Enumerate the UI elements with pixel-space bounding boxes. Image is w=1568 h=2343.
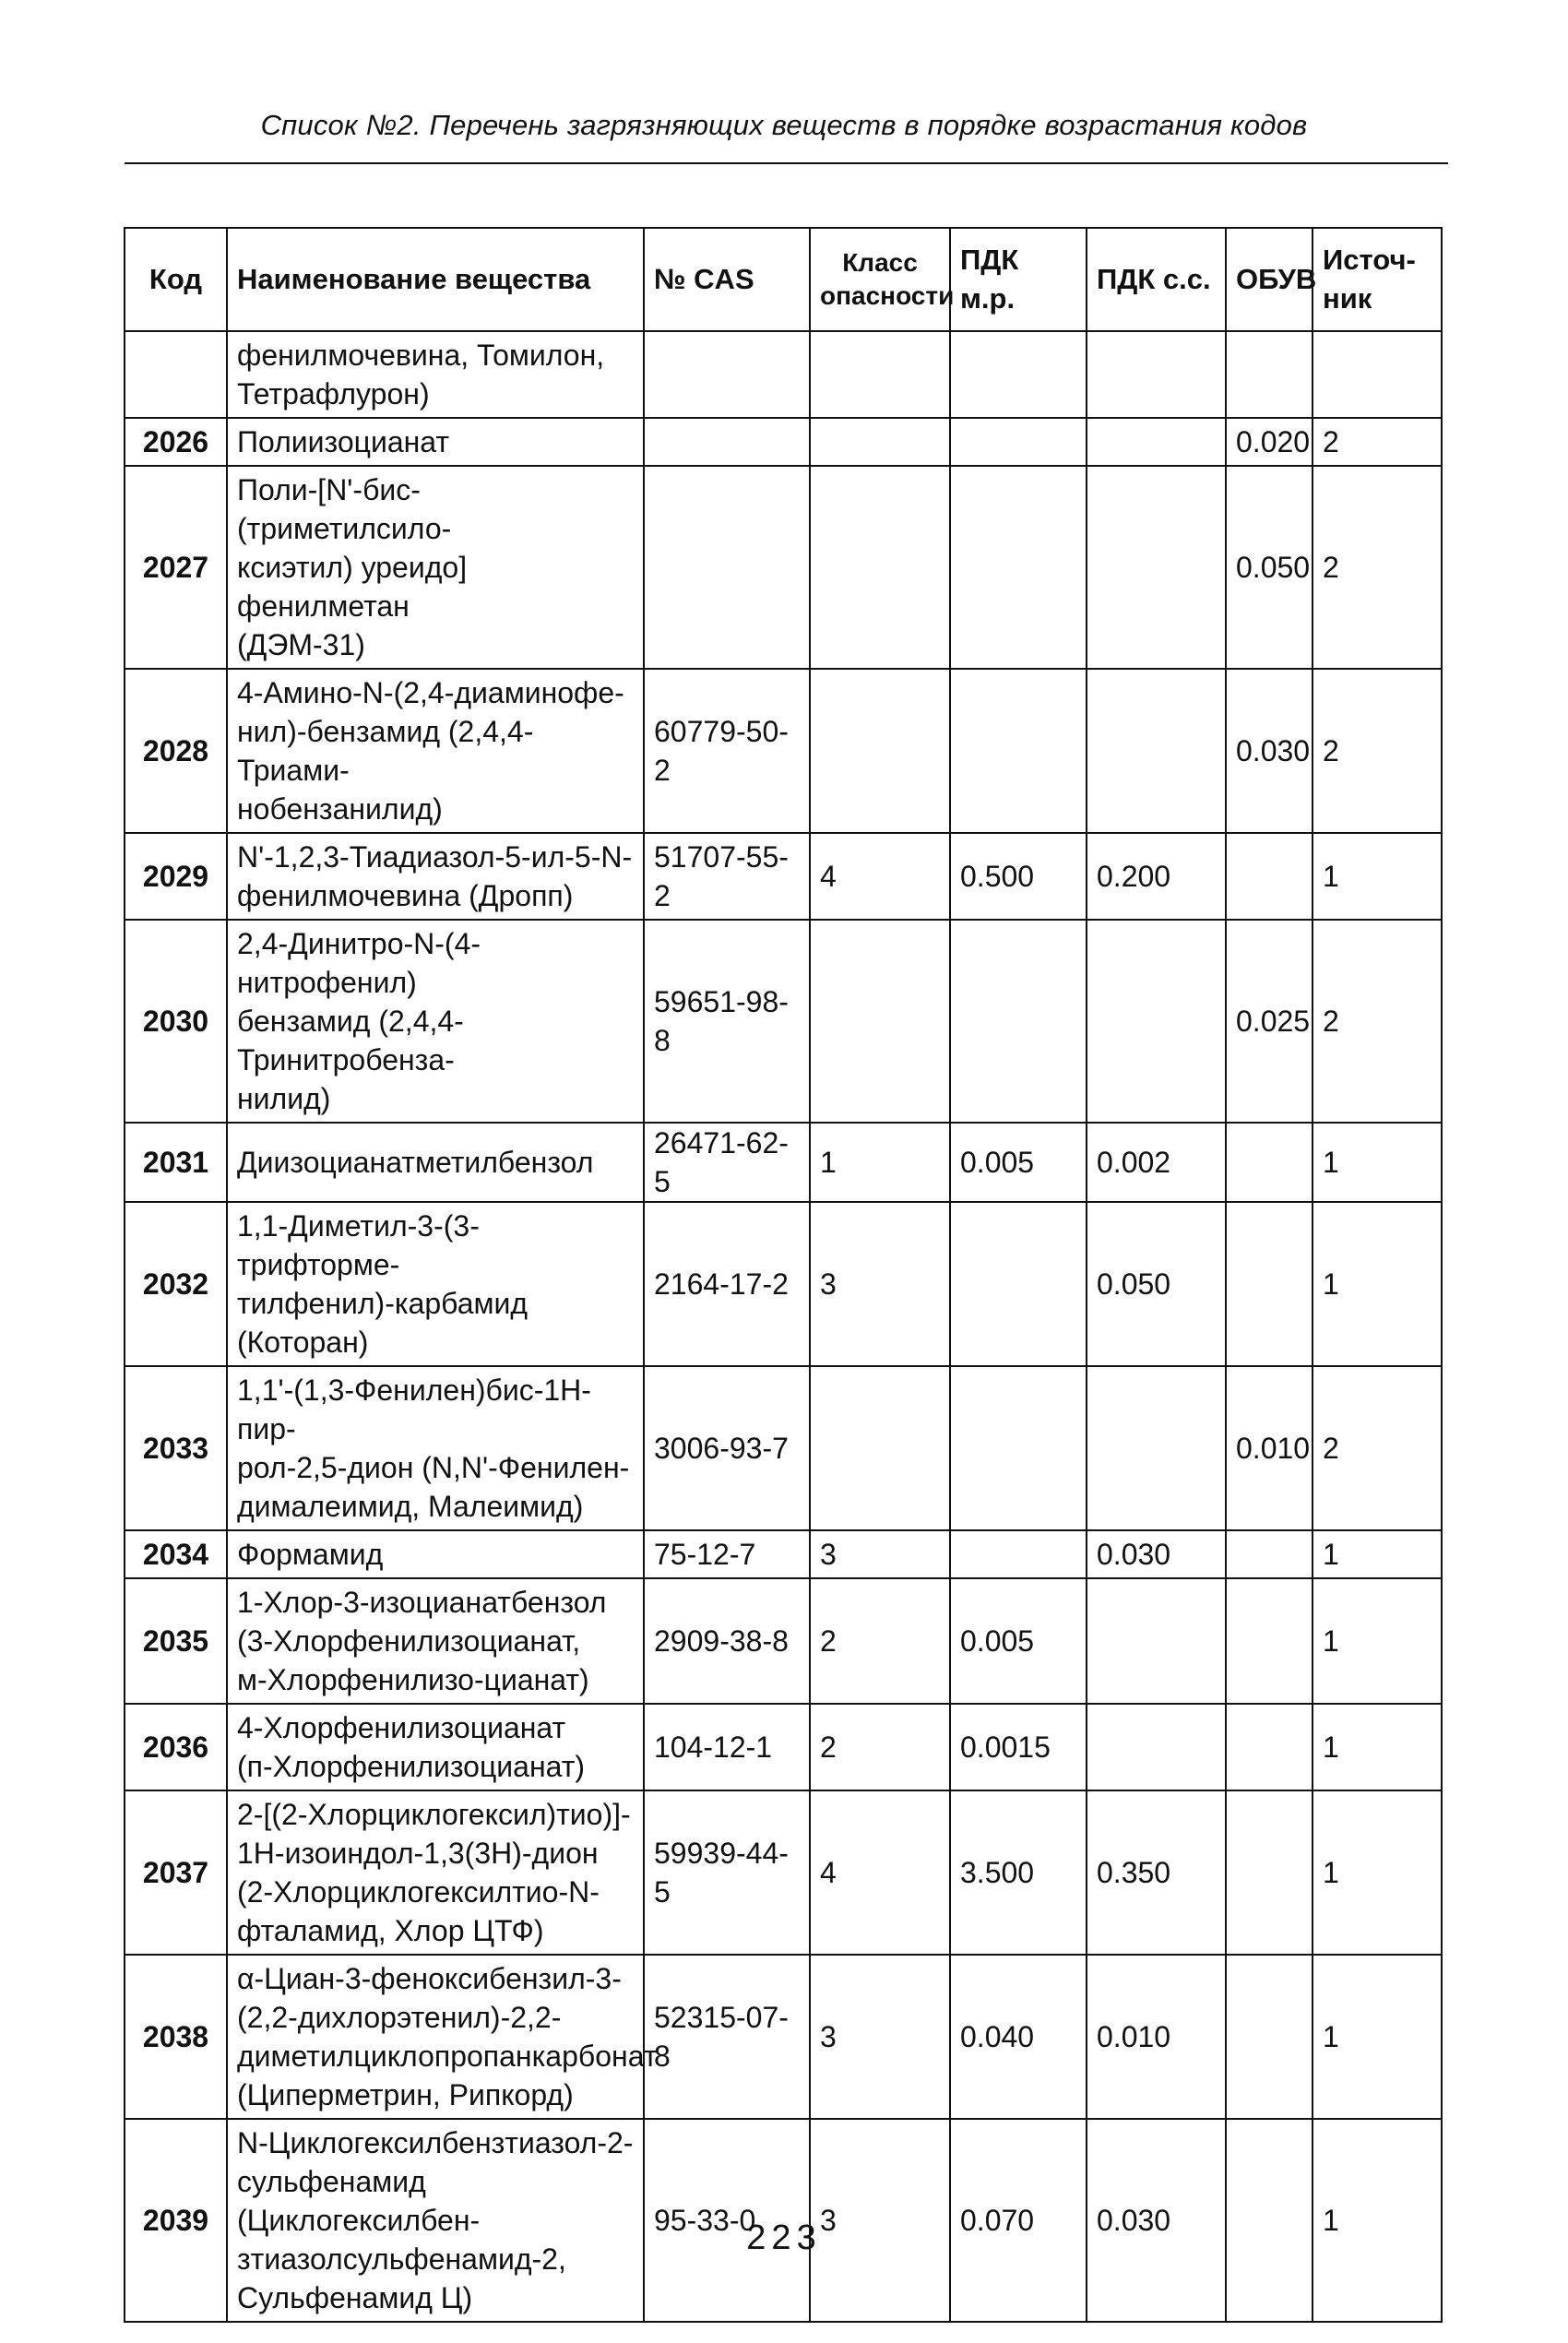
col-header-name: Наименование вещества xyxy=(227,228,644,331)
cell-code: 2031 xyxy=(125,1123,227,1202)
cell-name-line: нил)-бензамид (2,4,4-Триами- xyxy=(237,715,534,787)
cell-code: 2039 xyxy=(125,2119,227,2322)
cell-pdk-ss: 0.010 xyxy=(1087,1955,1226,2119)
cell-name xyxy=(227,466,644,669)
cell-pdk-ss xyxy=(1087,418,1226,466)
cell-name-line: 1,1-Диметил-3-(3-трифторме- xyxy=(237,1209,480,1281)
table-row xyxy=(125,331,1442,418)
cell-pdk-ss: 0.002 xyxy=(1087,1123,1226,1202)
cell-name xyxy=(227,331,644,418)
cell-source: 2 xyxy=(1313,669,1442,833)
cell-hazard: 2 xyxy=(810,1704,950,1790)
page-number: 223 xyxy=(746,2218,822,2257)
cell-name-line: зтиазолсульфенамид-2, xyxy=(237,2242,566,2276)
cell-obuv: 0.020 xyxy=(1226,418,1313,466)
cell-source: 1 xyxy=(1313,1955,1442,2119)
cell-hazard xyxy=(810,669,950,833)
cell-source: 1 xyxy=(1313,833,1442,920)
cell-cas xyxy=(644,418,810,466)
cell-name xyxy=(227,920,644,1123)
table-row xyxy=(125,1202,1442,1366)
cell-pdk-mr xyxy=(950,1366,1087,1530)
cell-name-line: сульфенамид (Циклогексилбен- xyxy=(237,2165,481,2237)
cell-name xyxy=(227,669,644,833)
cell-pdk-ss: 0.030 xyxy=(1087,1530,1226,1578)
cell-code: 2036 xyxy=(125,1704,227,1790)
cell-obuv xyxy=(1226,1530,1313,1578)
cell-cas: 60779-50-2 xyxy=(644,669,810,833)
table-row xyxy=(125,1366,1442,1530)
cell-code: 2033 xyxy=(125,1366,227,1530)
cell-source xyxy=(1313,331,1442,418)
cell-pdk-ss xyxy=(1087,920,1226,1123)
cell-name-line: (п-Хлорфенилизоцианат) xyxy=(237,1750,586,1783)
cell-name-line: Поли-[N'-бис-(триметилсило- xyxy=(237,473,452,545)
table-row xyxy=(125,418,1442,466)
cell-hazard xyxy=(810,418,950,466)
cell-name-line: фталамид, Хлор ЦТФ) xyxy=(237,1914,544,1947)
cell-name-line: N-Циклогексилбензтиазол-2- xyxy=(237,2126,634,2159)
cell-source: 1 xyxy=(1313,1202,1442,1366)
table-row xyxy=(125,1578,1442,1704)
table-row xyxy=(125,1955,1442,2119)
cell-name-line: α-Циан-3-феноксибензил-3- xyxy=(237,1962,622,1995)
cell-cas xyxy=(644,331,810,418)
cell-hazard xyxy=(810,331,950,418)
cell-obuv: 0.030 xyxy=(1226,669,1313,833)
cell-pdk-ss xyxy=(1087,669,1226,833)
cell-name-line: фенилмочевина, Томилон, xyxy=(237,339,605,372)
cell-hazard xyxy=(810,1366,950,1530)
cell-pdk-mr xyxy=(950,1202,1087,1366)
cell-pdk-mr xyxy=(950,331,1087,418)
cell-obuv xyxy=(1226,1202,1313,1366)
cell-source: 1 xyxy=(1313,1530,1442,1578)
cell-pdk-ss xyxy=(1087,466,1226,669)
cell-source: 1 xyxy=(1313,1123,1442,1202)
col-header-obuv: ОБУВ xyxy=(1226,228,1313,331)
cell-cas: 51707-55-2 xyxy=(644,833,810,920)
cell-source: 2 xyxy=(1313,1366,1442,1530)
table-body xyxy=(125,331,1442,2322)
cell-code: 2029 xyxy=(125,833,227,920)
cell-pdk-ss xyxy=(1087,331,1226,418)
cell-code: 2028 xyxy=(125,669,227,833)
cell-pdk-mr: 0.500 xyxy=(950,833,1087,920)
cell-cas: 2909-38-8 xyxy=(644,1578,810,1704)
cell-pdk-mr xyxy=(950,466,1087,669)
cell-hazard: 3 xyxy=(810,1530,950,1578)
cell-code xyxy=(125,331,227,418)
cell-name-line: (2-Хлорциклогексилтио-N- xyxy=(237,1875,600,1909)
cell-hazard: 3 xyxy=(810,2119,950,2322)
cell-pdk-mr xyxy=(950,418,1087,466)
cell-hazard: 1 xyxy=(810,1123,950,1202)
col-header-pdk-ss: ПДК с.с. xyxy=(1087,228,1226,331)
col-header-cas: № CAS xyxy=(644,228,810,331)
col-header-code: Код xyxy=(125,228,227,331)
cell-name-line: 1,1'-(1,3-Фенилен)бис-1Н-пир- xyxy=(237,1374,591,1445)
table-row xyxy=(125,1123,1442,1202)
cell-name-line: тилфенил)-карбамид (Которан) xyxy=(237,1287,529,1359)
cell-source: 1 xyxy=(1313,1704,1442,1790)
cell-name-line: Сульфенамид Ц) xyxy=(237,2281,473,2314)
cell-source: 1 xyxy=(1313,2119,1442,2322)
cell-name-line: (2,2-дихлорэтенил)-2,2- xyxy=(237,2001,562,2034)
cell-cas: 2164-17-2 xyxy=(644,1202,810,1366)
table-row xyxy=(125,920,1442,1123)
cell-cas: 95-33-0 xyxy=(644,2119,810,2322)
cell-name-line: 2-[(2-Хлорциклогексил)тио)]- xyxy=(237,1798,631,1831)
cell-pdk-ss: 0.030 xyxy=(1087,2119,1226,2322)
cell-name-line: N'-1,2,3-Тиадиазол-5-ил-5-N- xyxy=(237,840,633,874)
table-row xyxy=(125,1530,1442,1578)
cell-name-line: м-Хлорфенилизо-цианат) xyxy=(237,1663,589,1696)
cell-cas: 104-12-1 xyxy=(644,1704,810,1790)
cell-source: 2 xyxy=(1313,418,1442,466)
cell-pdk-mr xyxy=(950,920,1087,1123)
cell-name xyxy=(227,1202,644,1366)
cell-cas: 59651-98-8 xyxy=(644,920,810,1123)
cell-code: 2030 xyxy=(125,920,227,1123)
table-row xyxy=(125,833,1442,920)
table-row xyxy=(125,466,1442,669)
cell-pdk-mr: 0.040 xyxy=(950,1955,1087,2119)
cell-pdk-ss: 0.200 xyxy=(1087,833,1226,920)
cell-pdk-ss: 0.050 xyxy=(1087,1202,1226,1366)
cell-name xyxy=(227,1578,644,1704)
cell-source: 1 xyxy=(1313,1578,1442,1704)
cell-name-line: Диизоцианатметилбензол xyxy=(237,1146,594,1179)
cell-hazard: 3 xyxy=(810,1955,950,2119)
cell-name-line: (ДЭМ-31) xyxy=(237,628,365,661)
col-header-source-line1: Источ- xyxy=(1323,244,1416,276)
cell-hazard xyxy=(810,920,950,1123)
cell-pdk-ss: 0.350 xyxy=(1087,1790,1226,1955)
cell-cas: 75-12-7 xyxy=(644,1530,810,1578)
cell-pdk-mr: 0.005 xyxy=(950,1578,1087,1704)
cell-obuv: 0.050 xyxy=(1226,466,1313,669)
cell-source: 1 xyxy=(1313,1790,1442,1955)
cell-name xyxy=(227,1790,644,1955)
cell-name-line: бензамид (2,4,4-Тринитробенза- xyxy=(237,1005,464,1076)
substances-table xyxy=(124,227,1443,2323)
cell-obuv xyxy=(1226,331,1313,418)
cell-name-line: 4-Амино-N-(2,4-диаминофе- xyxy=(237,676,624,709)
cell-name-line: ксиэтил) уреидо] фенилметан xyxy=(237,551,468,623)
cell-name-line: Формамид xyxy=(237,1538,384,1571)
cell-hazard: 4 xyxy=(810,833,950,920)
table-row xyxy=(125,669,1442,833)
cell-cas xyxy=(644,466,810,669)
cell-obuv xyxy=(1226,833,1313,920)
cell-code: 2032 xyxy=(125,1202,227,1366)
cell-name-line: фенилмочевина (Дропп) xyxy=(237,879,574,912)
cell-name-line: 1Н-изоиндол-1,3(3Н)-дион xyxy=(237,1837,599,1870)
cell-code: 2026 xyxy=(125,418,227,466)
cell-obuv: 0.025 xyxy=(1226,920,1313,1123)
cell-name-line: (Циперметрин, Рипкорд) xyxy=(237,2078,574,2111)
cell-name xyxy=(227,833,644,920)
cell-obuv xyxy=(1226,1578,1313,1704)
cell-code: 2035 xyxy=(125,1578,227,1704)
col-header-hazard-line2: опасности xyxy=(820,281,955,310)
cell-pdk-mr: 0.005 xyxy=(950,1123,1087,1202)
cell-pdk-ss xyxy=(1087,1366,1226,1530)
cell-name-line: диметилциклопропанкарбонат xyxy=(237,2040,658,2073)
page-header-title: Список №2. Перечень загрязняющих веществ в порядке возрастания кодов xyxy=(260,109,1308,141)
cell-hazard: 4 xyxy=(810,1790,950,1955)
table-row xyxy=(125,1790,1442,1955)
cell-name-line: нобензанилид) xyxy=(237,792,443,826)
cell-pdk-mr xyxy=(950,1530,1087,1578)
cell-name-line: Тетрафлурон) xyxy=(237,377,430,410)
cell-obuv: 0.010 xyxy=(1226,1366,1313,1530)
cell-source: 2 xyxy=(1313,920,1442,1123)
cell-name-line: (3-Хлорфенилизоцианат, xyxy=(237,1624,581,1658)
cell-cas: 26471-62-5 xyxy=(644,1123,810,1202)
cell-name-line: рол-2,5-дион (N,N'-Фенилен- xyxy=(237,1451,630,1484)
cell-cas: 3006-93-7 xyxy=(644,1366,810,1530)
cell-obuv xyxy=(1226,1704,1313,1790)
cell-obuv xyxy=(1226,1955,1313,2119)
header-rule xyxy=(125,162,1448,164)
cell-name-line: 4-Хлорфенилизоцианат xyxy=(237,1711,566,1744)
cell-cas: 52315-07-8 xyxy=(644,1955,810,2119)
cell-name-line: 1-Хлор-3-изоцианатбензол xyxy=(237,1586,607,1619)
cell-name-line: дималеимид, Малеимид) xyxy=(237,1490,584,1523)
cell-name xyxy=(227,1530,644,1578)
cell-pdk-mr: 0.0015 xyxy=(950,1704,1087,1790)
cell-name xyxy=(227,418,644,466)
col-header-source xyxy=(1313,228,1442,331)
cell-code: 2037 xyxy=(125,1790,227,1955)
cell-pdk-mr xyxy=(950,669,1087,833)
cell-name-line: 2,4-Динитро-N-(4-нитрофенил) xyxy=(237,927,481,999)
cell-name-line: нилид) xyxy=(237,1082,331,1115)
cell-cas: 59939-44-5 xyxy=(644,1790,810,1955)
cell-code: 2034 xyxy=(125,1530,227,1578)
cell-obuv xyxy=(1226,1123,1313,1202)
cell-name xyxy=(227,1366,644,1530)
cell-pdk-mr: 3.500 xyxy=(950,1790,1087,1955)
cell-code: 2027 xyxy=(125,466,227,669)
cell-pdk-mr: 0.070 xyxy=(950,2119,1087,2322)
cell-pdk-ss xyxy=(1087,1578,1226,1704)
cell-name xyxy=(227,1704,644,1790)
col-header-hazard-line1: Класс xyxy=(842,248,918,277)
cell-code: 2038 xyxy=(125,1955,227,2119)
cell-source: 2 xyxy=(1313,466,1442,669)
cell-name xyxy=(227,1955,658,2119)
cell-name-line: Полиизоцианат xyxy=(237,425,450,458)
cell-obuv xyxy=(1226,1790,1313,1955)
cell-hazard: 2 xyxy=(810,1578,950,1704)
cell-hazard xyxy=(810,466,950,669)
table-row xyxy=(125,1704,1442,1790)
col-header-hazard xyxy=(810,228,955,331)
col-header-source-line2: ник xyxy=(1323,282,1372,315)
col-header-pdk-mr: ПДК м.р. xyxy=(950,228,1087,331)
cell-hazard: 3 xyxy=(810,1202,950,1366)
cell-pdk-ss xyxy=(1087,1704,1226,1790)
cell-name xyxy=(227,1123,644,1202)
table-header-row xyxy=(125,228,1442,331)
